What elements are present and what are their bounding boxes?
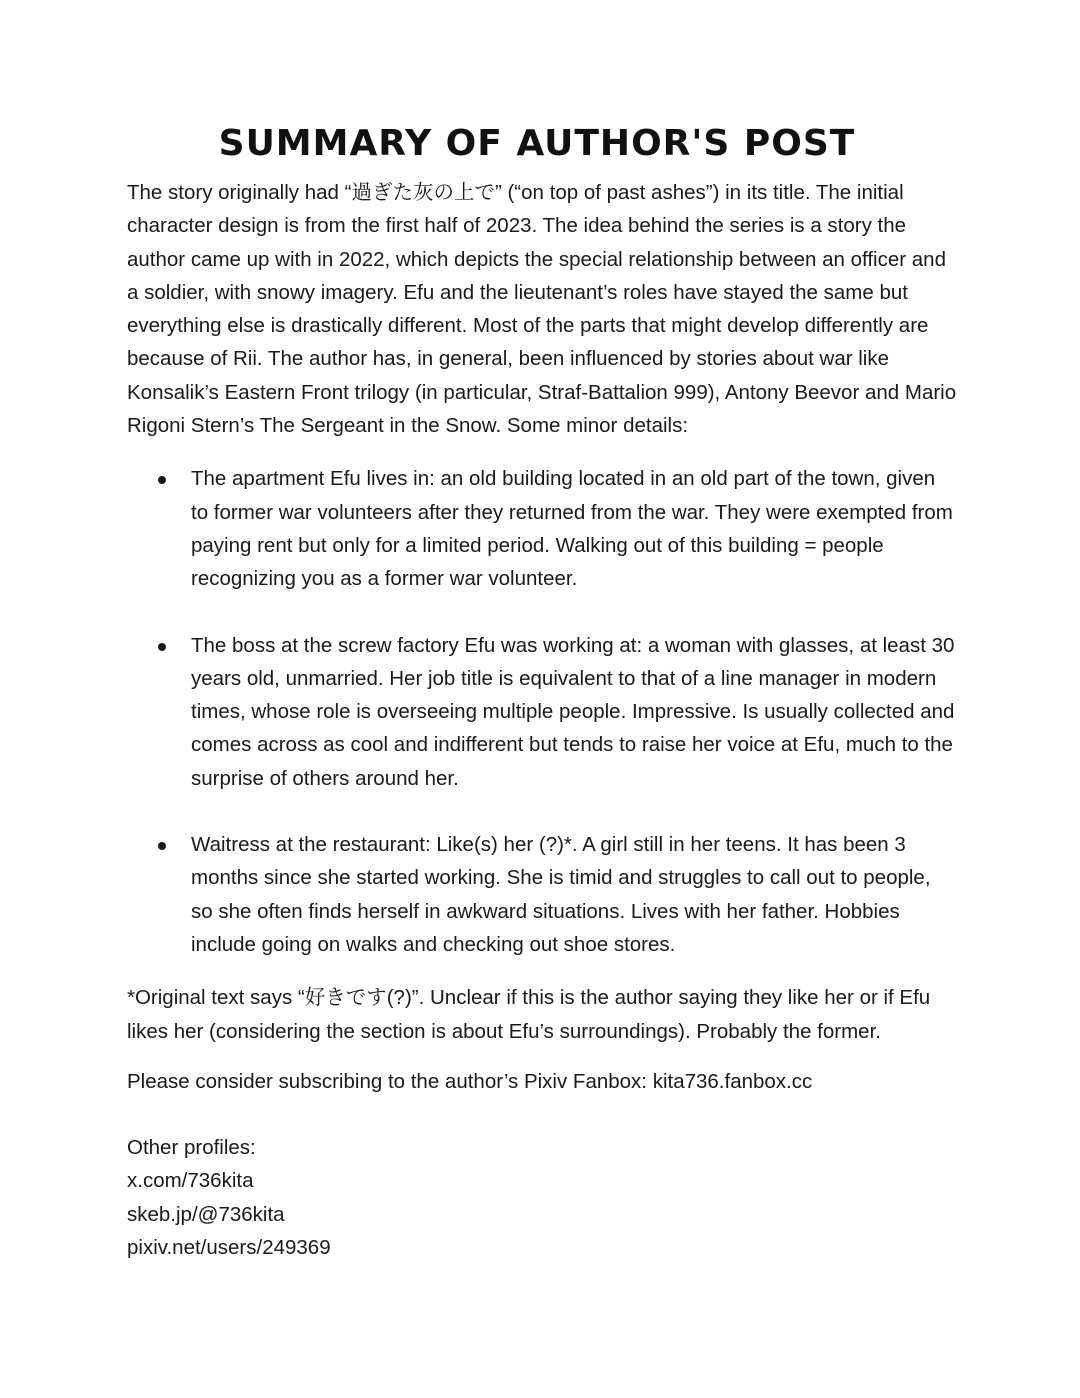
bullet-icon <box>158 842 166 850</box>
profiles-heading: Other profiles: <box>127 1136 256 1160</box>
profile-link-pixiv: pixiv.net/users/249369 <box>127 1236 331 1260</box>
intro-paragraph: The story originally had “過ぎた灰の上で” (“on top of past ashes”) in its title. The initial character design is from the first half of 2023. The idea behind the series is a story the author came up with in 2022, which depicts the special relationship between an officer and a soldier, with snowy imagery. Efu and the lieutenant’s roles have stayed the same but everything else is drastically different. Most of the parts that might develop differently are because of Rii. The author has, in general, been influenced by stories about war like Konsalik’s Eastern Front trilogy (in particular, Straf-Battalion 999), Antony Beevor and Mario Rigoni Stern’s The Sergeant in the Snow. Some minor details: <box>127 181 957 438</box>
page-title: SUMMARY OF AUTHOR'S POST <box>218 123 856 164</box>
bullet-icon <box>158 476 166 484</box>
bullet-icon <box>158 643 166 651</box>
detail-apartment: The apartment Efu lives in: an old building located in an old part of the town, given to former war volunteers after they returned from the war. They were exempted from paying rent but only for a limited period. Walking out of this building = people recognizing you as a former war volunteer. <box>191 467 953 591</box>
detail-boss: The boss at the screw factory Efu was working at: a woman with glasses, at least 30 years old, unmarried. Her job title is equivalent to that of a line manager in modern times, whose role is overseeing multiple people. Impressive. Is usually collected and comes across as cool and indifferent but tends to raise her voice at Efu, much to the surprise of others around her. <box>191 633 955 790</box>
other-profiles <box>127 1131 957 1264</box>
document-page <box>127 120 957 1264</box>
footnote: *Original text says “好きです(?)”. Unclear if this is the author saying they like her or if Efu likes her (considering the section is about Efu’s surroundings). Probably the former. <box>127 986 931 1043</box>
detail-waitress: Waitress at the restaurant: Like(s) her (?)*. A girl still in her teens. It has been 3 months since she started working. She is timid and struggles to call out to people, so she often finds herself in awkward situations. Lives with her father. Hobbies include going on walks and checking out shoe stores. <box>191 833 931 956</box>
list-item <box>127 828 957 961</box>
list-item <box>127 462 957 595</box>
list-item <box>127 629 957 795</box>
details-list <box>127 462 957 961</box>
profile-link-skeb: skeb.jp/@736kita <box>127 1202 285 1226</box>
subscribe-note: Please consider subscribing to the author’s Pixiv Fanbox: kita736.fanbox.cc <box>127 1069 813 1093</box>
profile-link-x: x.com/736kita <box>127 1169 254 1193</box>
